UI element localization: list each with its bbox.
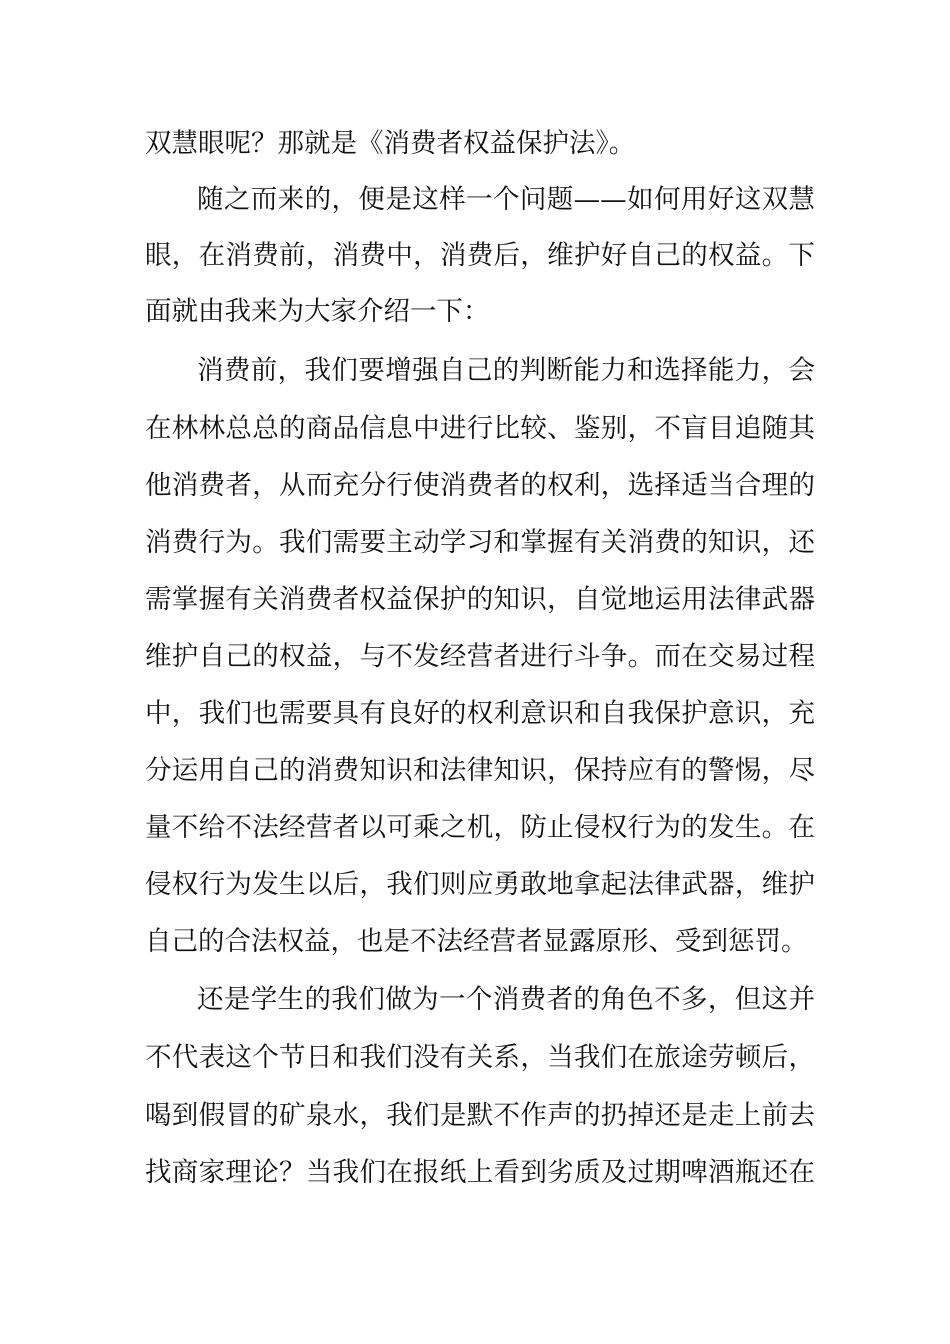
text-line: 消费前，我们要增强自己的判断能力和选择能力，会 bbox=[197, 355, 815, 386]
text-line: 消费行为。我们需要主动学习和掌握有关消费的知识，还 bbox=[145, 527, 815, 558]
text-line: 还是学生的我们做为一个消费者的角色不多，但这并 bbox=[197, 984, 815, 1015]
text-line: 面就由我来为大家介绍一下： bbox=[145, 296, 490, 327]
text-line: 侵权行为发生以后，我们则应勇敢地拿起法律武器，维护 bbox=[145, 869, 815, 900]
text-line: 喝到假冒的矿泉水，我们是默不作声的扔掉还是走上前去 bbox=[145, 1100, 815, 1131]
text-line: 在林林总总的商品信息中进行比较、鉴别，不盲目追随其 bbox=[145, 413, 815, 444]
text-line: 眼，在消费前，消费中，消费后，维护好自己的权益。下 bbox=[145, 240, 815, 271]
text-line: 找商家理论？当我们在报纸上看到劣质及过期啤酒瓶还在 bbox=[145, 1157, 815, 1188]
text-line: 中，我们也需要具有良好的权利意识和自我保护意识，充 bbox=[145, 698, 815, 729]
text-line: 分运用自己的消费知识和法律知识，保持应有的警惕，尽 bbox=[145, 755, 815, 786]
text-line: 自己的合法权益，也是不法经营者显露原形、受到惩罚。 bbox=[145, 926, 808, 957]
text-line: 随之而来的，便是这样一个问题——如何用好这双慧 bbox=[197, 184, 815, 215]
text-line: 双慧眼呢？那就是《消费者权益保护法》。 bbox=[145, 128, 636, 159]
text-line: 量不给不法经营者以可乘之机，防止侵权行为的发生。在 bbox=[145, 812, 815, 843]
text-line: 需掌握有关消费者权益保护的知识，自觉地运用法律武器 bbox=[145, 584, 815, 615]
text-line: 不代表这个节日和我们没有关系，当我们在旅途劳顿后， bbox=[145, 1042, 815, 1073]
text-line: 维护自己的权益，与不发经营者进行斗争。而在交易过程 bbox=[145, 641, 815, 672]
text-line: 他消费者，从而充分行使消费者的权利，选择适当合理的 bbox=[145, 470, 815, 501]
